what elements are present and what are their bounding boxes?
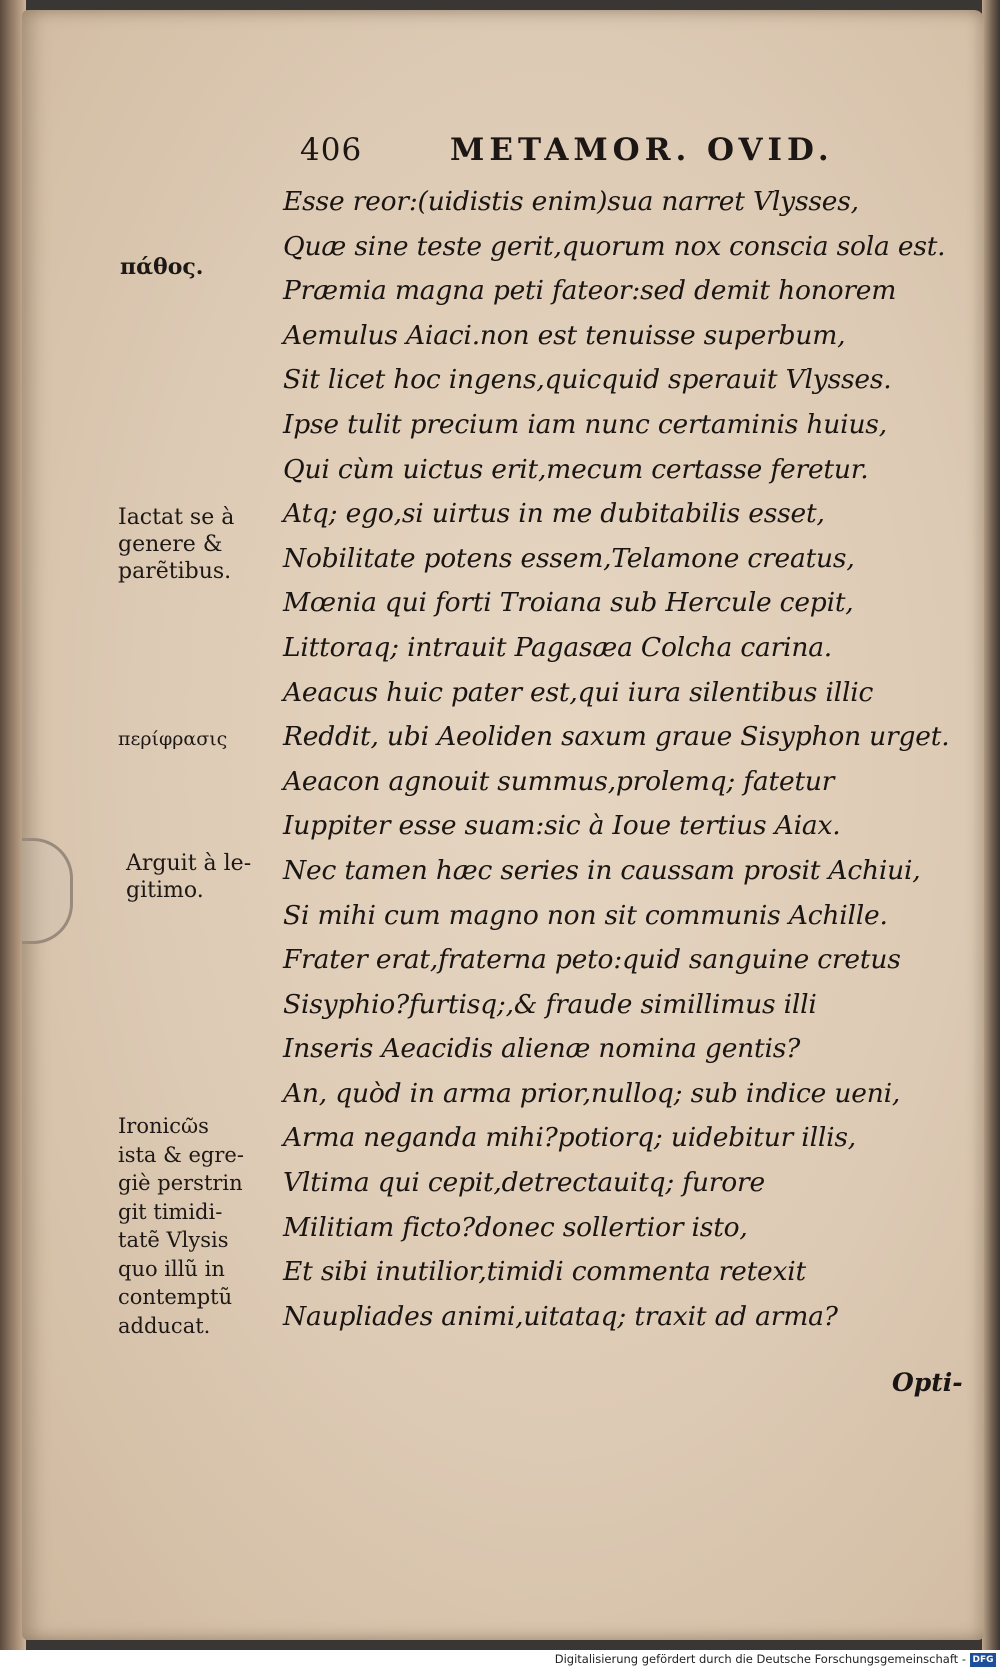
catchword: Opti- (892, 1368, 963, 1397)
verse-line: Esse reor:(uidistis enim)sua narret Vlysses, (283, 186, 859, 217)
footer-credit: Digitalisierung gefördert durch die Deutsche Forschungsgemeinschaft - (554, 1652, 966, 1666)
verse-line: Nobilitate potens essem,Telamone creatus, (283, 542, 855, 574)
verse-line: An, quòd in arma prior,nulloq; sub indice ueni, (283, 1077, 901, 1109)
verse-line: Vltima qui cepit,detrectauitq; furore (283, 1167, 765, 1199)
gloss-line: giè perstrin (118, 1171, 243, 1195)
running-title: METAMOR. OVID. (450, 132, 834, 168)
verse-line: Si mihi cum magno non sit communis Achille. (283, 899, 888, 931)
gloss-line: genere & (118, 532, 223, 557)
gloss-line: ista & egre- (118, 1142, 244, 1167)
gloss-line: tatẽ Vlysis (118, 1228, 229, 1252)
gloss-line: πάθος. (120, 254, 204, 280)
gloss-line: περίφρασις (118, 728, 228, 750)
margin-gloss-periphrasis (118, 726, 227, 753)
verse-block (283, 180, 973, 1339)
dfg-logo-icon: DFG (970, 1653, 996, 1667)
verse-line: Militiam ficto?donec sollertior isto, (283, 1211, 748, 1243)
verse-line: Atq; ego,si uirtus in me dubitabilis esset, (283, 498, 825, 530)
verse-line: Ipse tulit precium iam nunc certaminis huius, (283, 408, 887, 440)
page-header (300, 132, 860, 180)
page-clip (22, 838, 73, 944)
verse-line: Aemulus Aiaci.non est tenuisse superbum, (283, 319, 846, 351)
verse-line: Arma neganda mihi?potiorq; uidebitur illis, (283, 1122, 857, 1154)
gloss-line: gitimo. (126, 878, 204, 903)
verse-line: Nec tamen hæc series in caussam prosit Achiui, (283, 854, 921, 886)
verse-line: Naupliades animi,uitataq; traxit ad arma? (283, 1300, 838, 1332)
gloss-line: parẽtibus. (118, 559, 232, 584)
verse-line: Frater erat,fraterna peto:quid sanguine cretus (283, 944, 901, 976)
gloss-line: contemptũ (118, 1285, 233, 1309)
verse-line: Littoraq; intrauit Pagasæa Colcha carina. (283, 631, 833, 663)
gloss-line: adducat. (118, 1313, 211, 1338)
margin-gloss-pathos (120, 254, 203, 281)
verse-line: Reddit, ubi Aeoliden saxum graue Sisyphon urget. (283, 721, 950, 753)
verse-line: Præmia magna peti fateor:sed demit honorem (283, 275, 897, 307)
gloss-line: git timidi- (118, 1199, 223, 1224)
gloss-line: Iactat se à (118, 505, 235, 530)
margin-gloss-arguit (126, 850, 251, 904)
verse-line: Mœnia qui forti Troiana sub Hercule cepit, (283, 587, 854, 619)
gloss-line: quo illũ in (118, 1256, 225, 1281)
book-edge-right (982, 0, 1000, 1650)
verse-line: Aeacon agnouit summus,prolemq; fatetur (283, 765, 835, 797)
verse-line: Iuppiter esse suam:sic à Ioue tertius Aiax. (283, 810, 841, 842)
verse-line: Sit licet hoc ingens,quicquid sperauit Vlysses. (283, 364, 892, 396)
verse-line: Sisyphio?furtisq;,& fraude simillimus illi (283, 988, 817, 1020)
verse-line: Quæ sine teste gerit,quorum nox conscia sola est. (283, 230, 946, 262)
verse-line: Et sibi inutilior,timidi commenta retexit (283, 1256, 806, 1288)
verse-line: Inseris Aeacidis alienæ nomina gentis? (283, 1033, 801, 1065)
verse-line: Aeacus huic pater est,qui iura silentibus illic (283, 676, 874, 708)
gloss-line: Ironicῶs (118, 1114, 209, 1138)
page-number: 406 (300, 132, 363, 168)
margin-gloss-genere (118, 504, 234, 585)
verse-line: Qui cùm uictus erit,mecum certasse feretur. (283, 453, 869, 485)
margin-gloss-ironice (118, 1112, 244, 1340)
gloss-line: Arguit à le- (126, 851, 252, 876)
